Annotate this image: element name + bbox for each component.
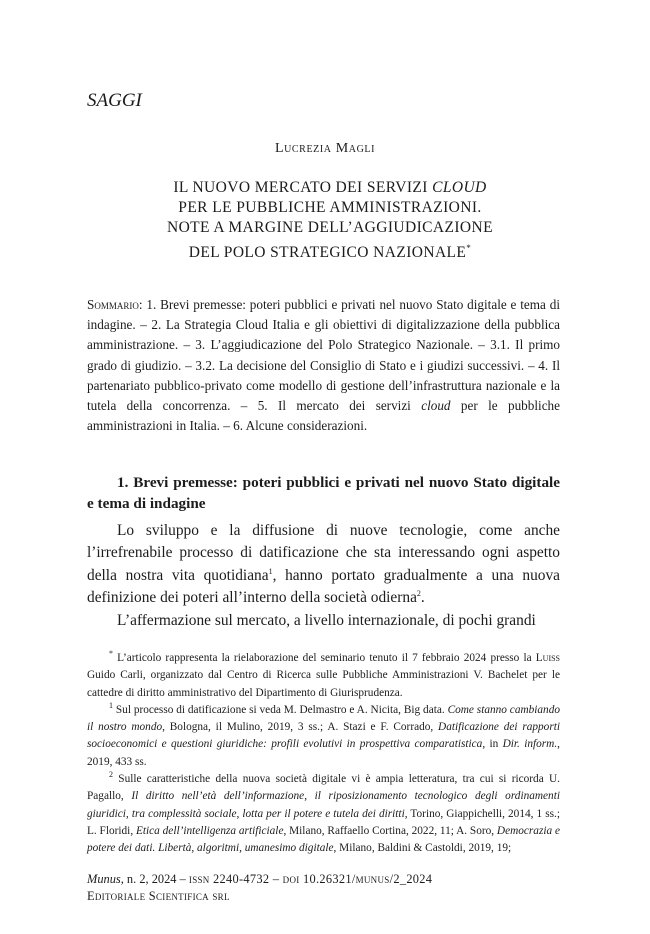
footer-publisher: Editoriale Scientifica srl — [87, 889, 230, 903]
footnote-2-i1: Il diritto nell’età dell’informazione, il riposizionamento tecnologico degli ordinamenti giuridici, tra complessità sociale, lotta per il potere e tutela dei diritti — [87, 790, 560, 820]
summary-text-a: : 1. Brevi premesse: poteri pubblici e privati nel nuovo Stato digitale e tema di indagine. – 2. La Strategia Cloud Italia e gli obiettivi di digitalizzazione della pubblica amministrazione. – 3. L’aggiudicazione del Polo Strategico Nazionale. – 3.1. Il primo grado di giudizio. – 3.2. La decisione del Consiglio di Stato e i giudizi successivi. – 4. Il partenariato pubblico-privato come modello di gestione dell’infrastruttura nazionale e la tutela della concorrenza. – 5. Il mercato dei servizi — [87, 297, 560, 414]
body-p1-b: , hanno portato gradualmente a una nuova definizione dei poteri all’interno della società odierna — [87, 566, 560, 607]
footnote-1-c: , in — [482, 738, 503, 751]
title-line-3: NOTE A MARGINE DELL’AGGIUDICAZIONE — [166, 219, 493, 236]
title-cloud-italic: CLOUD — [432, 179, 487, 196]
title-line-1 — [100, 178, 560, 198]
summary-label: Sommario — [87, 297, 139, 312]
summary — [87, 295, 560, 436]
body-paragraph-2: L’affermazione sul mercato, a livello internazionale, di pochi grandi — [117, 611, 536, 629]
footnote-star — [87, 650, 560, 702]
body-p1-c: . — [420, 589, 425, 607]
footer-issue: , n. 2, 2024 – — [120, 872, 189, 886]
footnote-1-a: Sul processo di datificazione si veda M. Delmastro e A. Nicita, Big data. — [115, 703, 448, 716]
footnote-2-a: Sulle caratteristiche della nuova società digitale vi è ampia letteratura, tra cui si ricorda U. Pagallo, — [87, 773, 560, 803]
summary-text-italic: cloud — [421, 398, 451, 414]
body-text — [87, 520, 560, 632]
footnote-star-sc: Luiss — [535, 652, 561, 664]
footer-citation — [87, 871, 432, 888]
footnote-1-mark: 1 — [109, 701, 113, 711]
section-label: SAGGI — [87, 90, 142, 111]
footnote-1-i1: Come stanno cambiando il nostro mondo — [87, 703, 561, 734]
footnote-2-c: , Milano, Raffaello Cortina, 2022, 11; A. Soro, — [283, 824, 497, 837]
footnote-1-d: , 2019, 433 ss. — [87, 738, 560, 768]
summary-text-b: per le pubbliche amministrazioni in Italia. – 6. Alcune considerazioni. — [87, 398, 560, 434]
footnote-2-d: , Milano, Baldini & Castoldi, 2019, 19; — [333, 842, 512, 855]
title-line-1-text: IL NUOVO MERCATO DEI SERVIZI — [173, 179, 433, 196]
footnote-2 — [87, 771, 560, 857]
section-heading: 1. Brevi premesse: poteri pubblici e privati nel nuovo Stato digitale e tema di indagine — [87, 474, 560, 512]
footnote-2-i3: Democrazia e potere dei dati. Libertà, algoritmi, umanesimo digitale — [87, 824, 560, 855]
body-p1-a: Lo sviluppo e la diffusione di nuove tecnologie, come anche l’irrefrenabile processo di datificazione che sta interessando ogni aspetto della nostra vita quotidiana — [87, 522, 560, 584]
page-footer — [87, 871, 432, 905]
footnote-1-b: , Bologna, il Mulino, 2019, 3 ss.; A. Stazi e F. Corrado, — [162, 721, 439, 734]
title-line-2: PER LE PUBBLICHE AMMINISTRAZIONI. — [178, 199, 482, 216]
footnote-2-i2: Etica dell’intelligenza artificiale — [135, 824, 284, 837]
footnote-star-mark: * — [109, 649, 113, 659]
footnote-1-i2: Datificazione dei rapporti socioeconomici e questioni giuridiche: profili evolutivi in prospettiva comparatistica — [87, 721, 560, 751]
footnote-1-i3: Dir. inform. — [502, 738, 558, 751]
footnote-star-a: L’articolo rappresenta la rielaborazione del seminario tenuto il 7 febbraio 2024 presso la — [117, 652, 536, 664]
footer-journal: Munus — [87, 872, 121, 886]
footnote-ref-2[interactable]: 2 — [416, 589, 421, 599]
footnote-2-b: , Torino, Giappichelli, 2014, 1 ss.; L. Floridi, — [87, 807, 560, 837]
footnotes — [87, 650, 560, 858]
footnote-1 — [87, 702, 560, 771]
footer-ids: issn 2240-4732 – doi 10.26321/munus/2_2024 — [188, 872, 433, 886]
footnote-ref-1[interactable]: 1 — [268, 566, 273, 576]
author-name: Lucrezia Magli — [274, 141, 376, 156]
title-line-4-text: DEL POLO STRATEGICO NAZIONALE — [188, 244, 467, 262]
body-paragraph-1 — [87, 520, 560, 610]
footnote-2-mark: 2 — [109, 770, 113, 780]
title-footnote-mark[interactable]: * — [466, 243, 472, 253]
title-line-4 — [100, 238, 560, 263]
article-title — [100, 178, 560, 263]
footnote-star-b: Guido Carli, organizzato dal Centro di Ricerca sulle Pubbliche Amministrazioni V. Bachelet per le cattedre di diritto amministrativo del Dipartimento di Giurisprudenza. — [87, 669, 560, 699]
